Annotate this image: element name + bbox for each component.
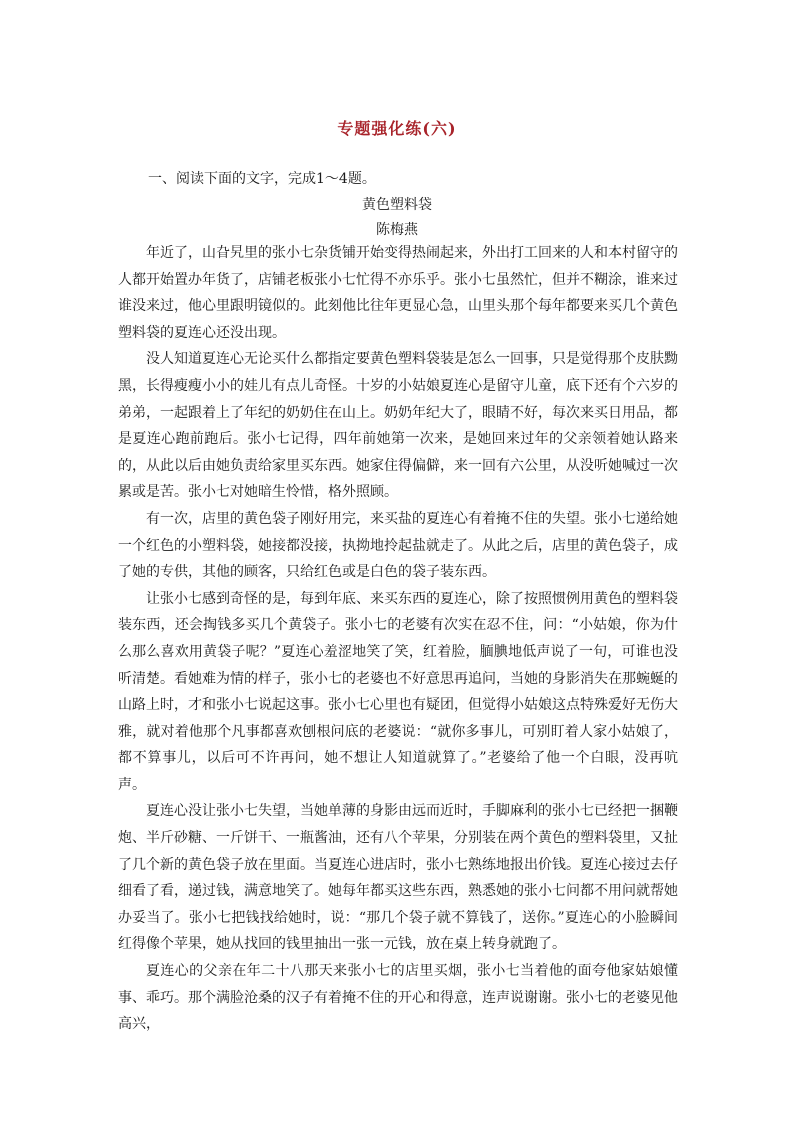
paragraph: 让张小七感到奇怪的是，每到年底、来买东西的夏连心，除了按照惯例用黄色的塑料袋装东西，还会掏钱多买几个黄袋子。张小七的老婆有次实在忍不住，问：“小姑娘，你为什么那么喜欢用黄袋子呢？”夏连心羞涩地笑了笑，红着脸，腼腆地低声说了一句，可谁也没听清楚。看她难为情的样子，张小七的老婆也不好意思再追问，当她的身影消失在那蜿蜒的山路上时，才和张小七说起这事。张小七心里也有疑团，但觉得小姑娘这点特殊爱好无伤大雅，就对着他那个凡事都喜欢刨根问底的老婆说：“就你多事儿，可别盯着人家小姑娘了，都不算事儿，以后可不许再问，她不想让人知道就算了。”老婆给了他一个白眼，没再吭声。	[118, 590, 678, 793]
paragraph: 夏连心没让张小七失望，当她单薄的身影由远而近时，手脚麻利的张小七已经把一捆鞭炮、半斤砂糖、一斤饼干、一瓶酱油，还有八个苹果，分别装在两个黄色的塑料袋里，又扯了几个新的黄色袋子放在里面。当夏连心进店时，张小七熟练地报出价钱。夏连心接过去仔细看了看，递过钱，满意地笑了。她每年都买这些东西，熟悉她的张小七问都不用问就帮她办妥当了。张小七把钱找给她时，说：“那几个袋子就不算钱了，送你。”夏连心的小脸瞬间红得像个苹果，她从找回的钱里抽出一张一元钱，放在桌上转身就跑了。	[118, 803, 678, 953]
paragraph: 有一次，店里的黄色袋子刚好用完，来买盐的夏连心有着掩不住的失望。张小七递给她一个红色的小塑料袋，她接都没接，执拗地拎起盐就走了。从此之后，店里的黄色袋子，成了她的专供，其他的顾客，只给红色或是白色的袋子装东西。	[118, 510, 678, 581]
article-author: 陈梅燕	[376, 222, 418, 238]
paragraph: 年近了，山旮旯里的张小七杂货铺开始变得热闹起来，外出打工回来的人和本村留守的人都开始置办年货了，店铺老板张小七忙得不亦乐乎。张小七虽然忙，但并不糊涂，谁来过谁没来过，他心里跟明镜似的。此刻他比往年更显心急，山里头那个每年都要来买几个黄色塑料袋的夏连心还没出现。	[118, 245, 678, 341]
article-heading: 黄色塑料袋	[362, 197, 432, 213]
article-body	[118, 240, 678, 1038]
paragraph: 夏连心的父亲在年二十八那天来张小七的店里买烟，张小七当着他的面夸他家姑娘懂事、乖巧。那个满脸沧桑的汉子有着掩不住的开心和得意，连声说谢谢。张小七的老婆见他高兴，	[118, 963, 678, 1033]
page-title: 专题强化练(六)	[337, 119, 457, 138]
question-instruction: 一、阅读下面的文字，完成1～4题。	[148, 171, 376, 187]
paragraph: 没人知道夏连心无论买什么都指定要黄色塑料袋装是怎么一回事，只是觉得那个皮肤黝黑，长得瘦瘦小小的娃儿有点儿奇怪。十岁的小姑娘夏连心是留守儿童，底下还有个六岁的弟弟，一起跟着上了年纪的奶奶住在山上。奶奶年纪大了，眼睛不好，每次来买日用品，都是夏连心跑前跑后。张小七记得，四年前她第一次来，是她回来过年的父亲领着她认路来的，从此以后由她负责给家里买东西。她家住得偏僻，来一回有六公里，从没听她喊过一次累或是苦。张小七对她暗生怜惜，格外照顾。	[118, 351, 678, 501]
